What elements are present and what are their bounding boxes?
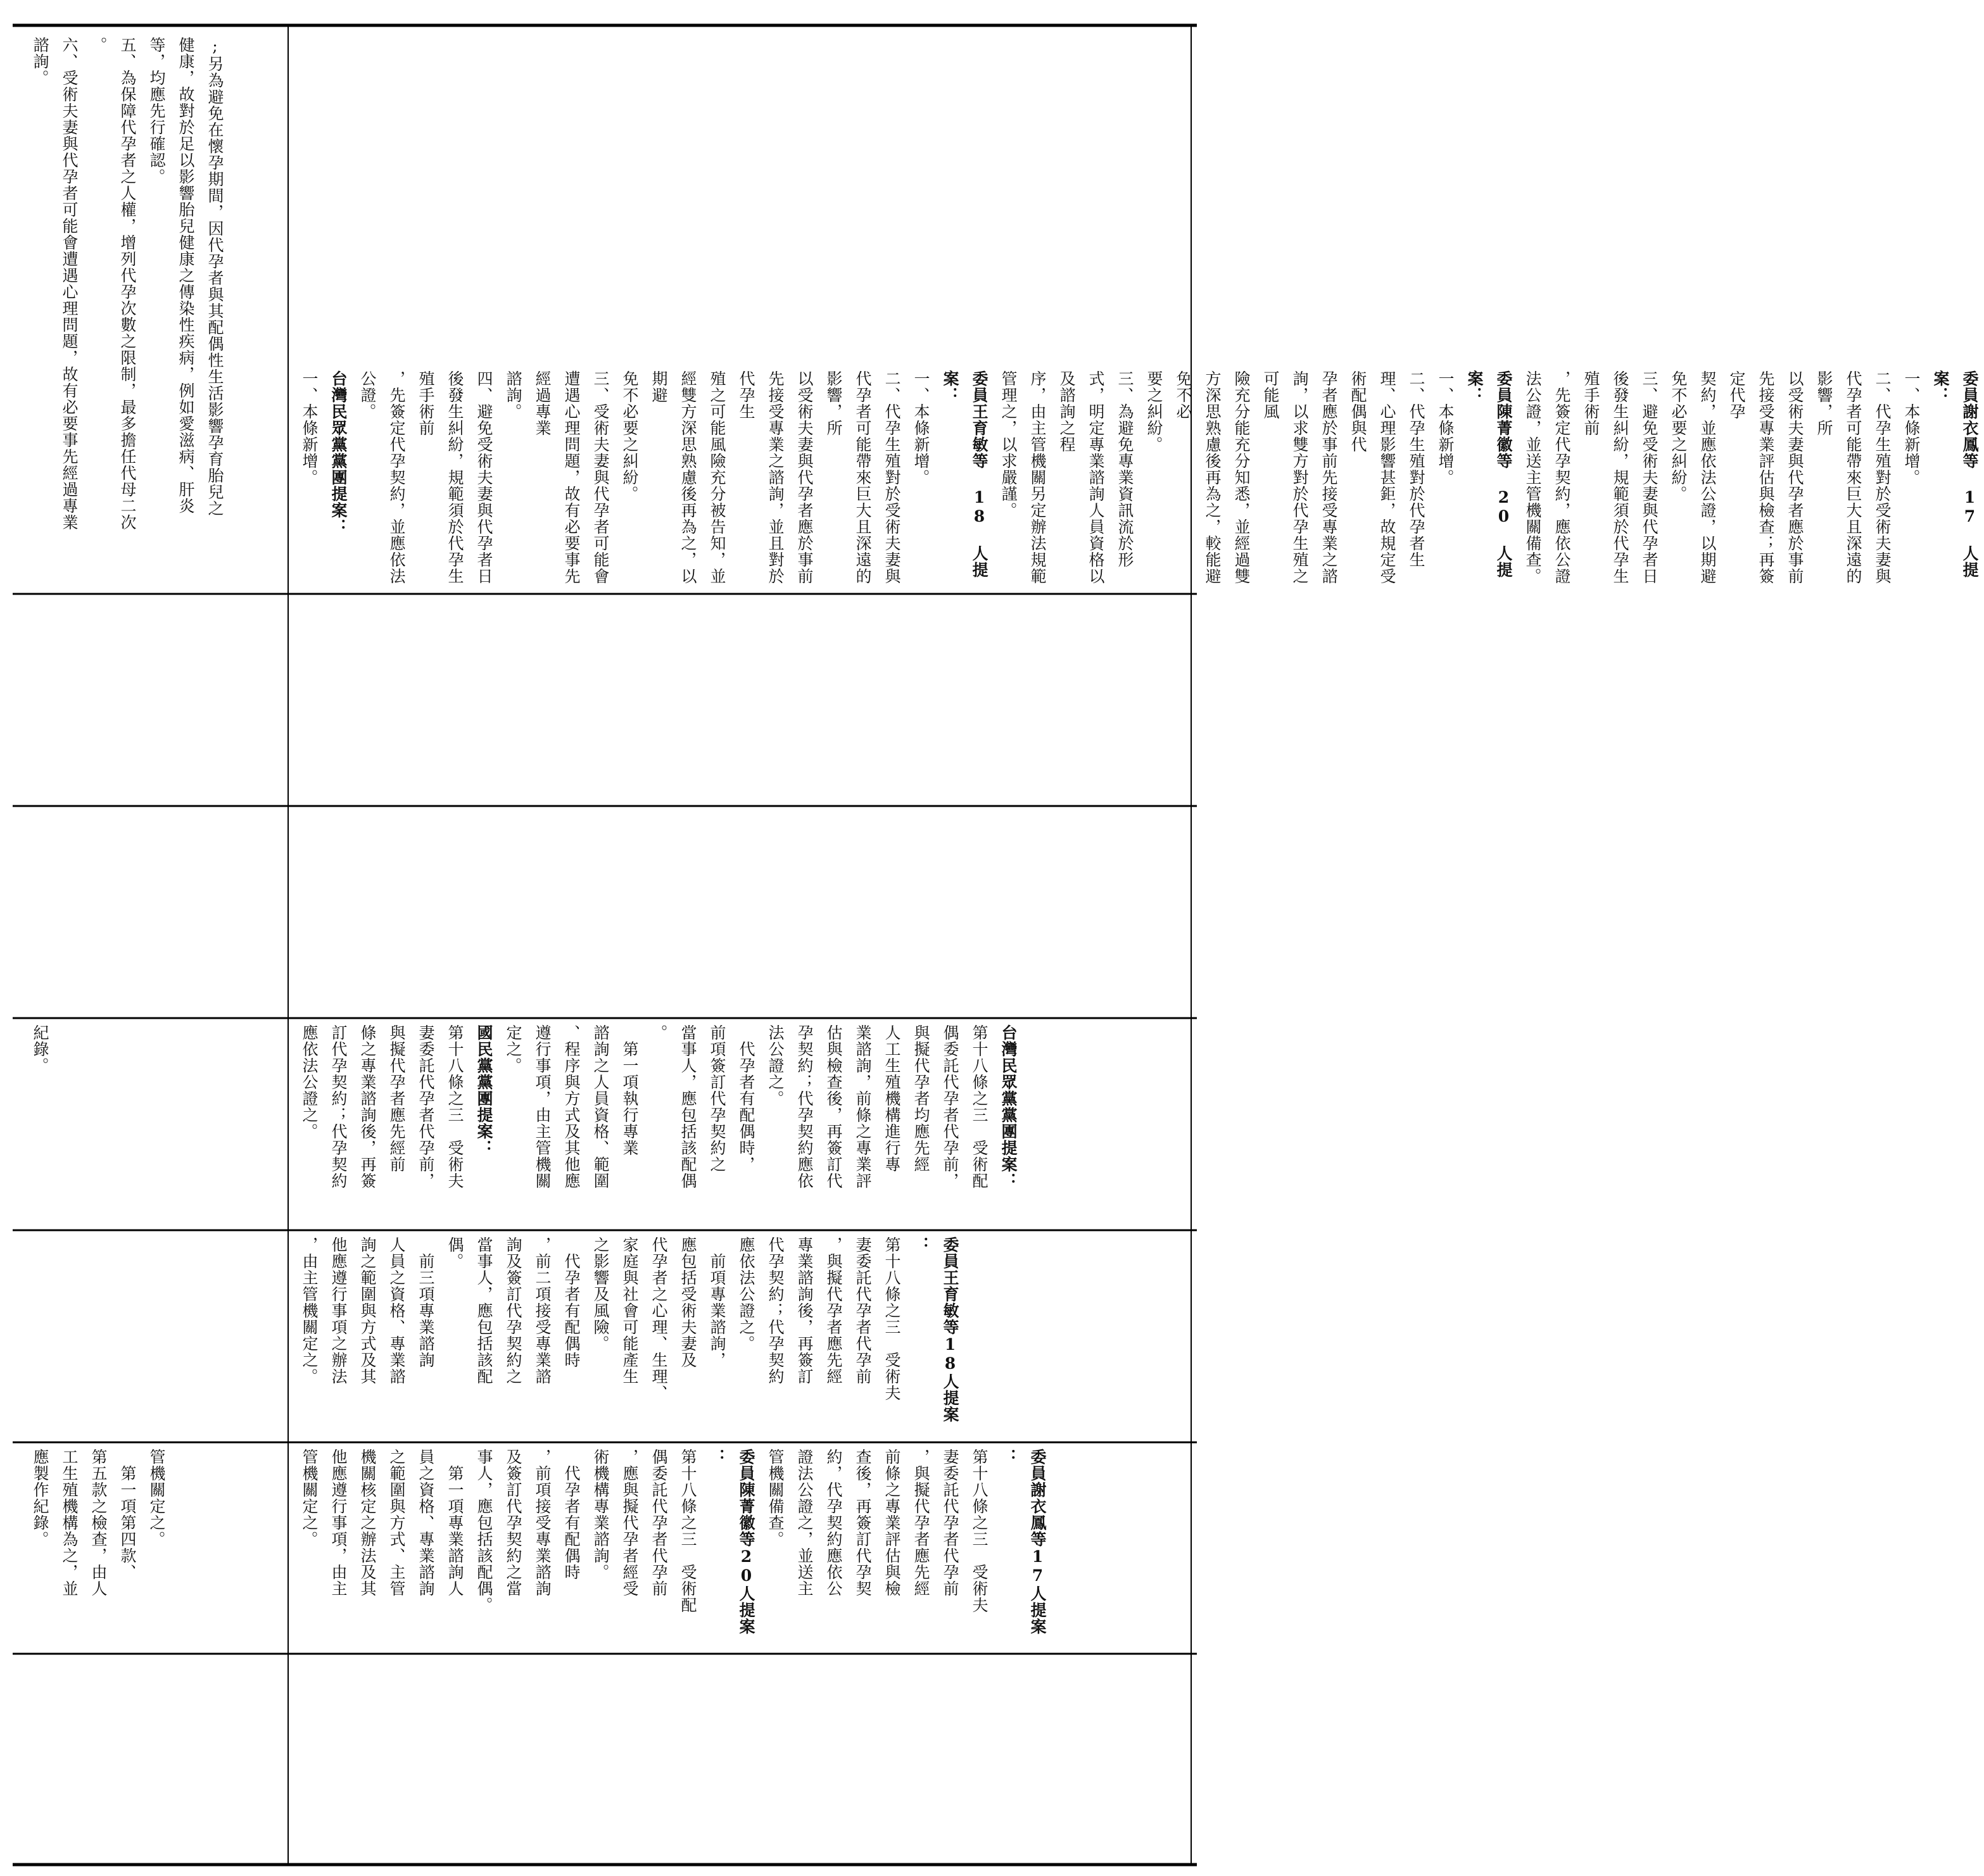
text-line: ;另為避免在懷孕期間，因代孕者與其配偶性生活影響孕育胎兒之 <box>206 37 224 517</box>
text-line: 管機關定之。 <box>148 1449 166 1547</box>
text-line: 遵行事項，由主管機關 <box>533 1024 552 1189</box>
text-line: 術機構專業諮詢。 <box>591 1449 610 1580</box>
text-line: 第十八條之三 受術夫 <box>446 1024 464 1189</box>
text-line: 六、受術夫妻與代孕者可能會遭遇心理問題，故有必要事先經過專業 <box>60 37 79 531</box>
text-line: 業諮詢，前條之專業評 <box>854 1024 872 1189</box>
text-line: 前項專業諮詢， <box>708 1237 726 1368</box>
text-line: 查後，再簽訂代孕契 <box>854 1449 872 1597</box>
section-heading: 委員謝衣鳳等17人提案 <box>1028 1449 1047 1635</box>
text-line: 妻委託代孕者代孕前， <box>417 1024 435 1189</box>
text-line: 當事人，應包括該配 <box>475 1237 493 1385</box>
text-line: 事人，應包括該配偶。 <box>475 1449 493 1613</box>
text-line: 工生殖機構為之，並 <box>60 1449 79 1597</box>
section-heading: 委員陳菁徽等 20 人提案： <box>1465 370 1513 578</box>
text-line: 人工生殖機構進行專 <box>883 1024 901 1173</box>
text-line: 諮詢。 <box>504 370 522 420</box>
text-line: 之影響及風險。 <box>591 1237 610 1352</box>
text-line: 殖之可能風險充分被告知，並經雙方深思熟慮後再為之，以期避 <box>650 370 726 584</box>
text-line: 四、避免受術夫妻與代孕者日後發生糾紛，規範須於代孕生殖手術前 <box>417 370 493 584</box>
text-line: 偶。 <box>446 1237 464 1269</box>
text-line: 二、代孕生殖對於代孕者生理、心理影響甚鉅，故規定受術配偶與代 <box>1349 370 1425 584</box>
text-line: 代孕者有配偶時 <box>562 1449 581 1580</box>
text-line: 應製作紀錄。 <box>31 1449 49 1547</box>
text-line: 第一項執行專業 <box>621 1024 639 1156</box>
text-line: 五、為保障代孕者之人權，增列代孕次數之限制，最多擔任代母二次 <box>118 37 137 531</box>
text-line: 契約，並應依法公證，以期避免不必要之糾紛。 <box>1669 370 1717 584</box>
proposal-column-left-top <box>25 1449 285 1650</box>
text-line: ，先簽定代孕契約，應依公證法公證，並送主管機關備查。 <box>1524 370 1571 584</box>
text-line: 以受術夫妻與代孕者應於事前先接受專業評估與檢查；再簽定代孕 <box>1728 370 1804 584</box>
text-line: 妻委託代孕者代孕前 <box>941 1449 959 1597</box>
text-line: 諮詢之人員資格、範圍 <box>591 1024 610 1189</box>
text-line: 紀錄。 <box>31 1024 49 1074</box>
text-line: 偶委託代孕者代孕前， <box>941 1024 959 1189</box>
explanation-text-block <box>25 37 229 588</box>
text-line: 一、本條新增。 <box>300 370 319 486</box>
text-line: 專業諮詢後，再簽訂 <box>795 1237 814 1385</box>
text-line: 孕者應於事前先接受專業之諮詢，以求雙方對於代孕生殖之可能風 <box>1261 370 1338 584</box>
text-line: 第五款之檢查，由人 <box>89 1449 108 1597</box>
text-line: ，先簽定代孕契約，並應依法公證。 <box>358 370 406 584</box>
text-line: 與擬代孕者均應先經 <box>912 1024 930 1173</box>
text-line: 第一項專業諮詢人 <box>446 1449 464 1597</box>
text-line: 三、避免受術夫妻與代孕者日後發生糾紛，規範須於代孕生殖手術前 <box>1582 370 1659 584</box>
section-heading-colon: ： <box>708 1449 726 1465</box>
text-line: 前項簽訂代孕契約之 <box>708 1024 726 1173</box>
text-line: 估與檢查後，再簽訂代 <box>825 1024 843 1189</box>
section-heading-colon: ： <box>999 1449 1018 1465</box>
proposal-text-block <box>294 1237 964 1439</box>
text-line: 詢之範圍與方式及其 <box>358 1237 377 1385</box>
section-heading: 台灣民眾黨黨團提案： <box>999 1024 1018 1189</box>
text-line: 法公證之。 <box>766 1024 785 1107</box>
text-line: 他應遵行事項之辦法 <box>329 1237 348 1385</box>
proposal-column-left <box>294 1449 1187 1650</box>
text-line: 人員之資格、專業諮 <box>388 1237 406 1385</box>
section-heading: 國民黨黨團提案： <box>475 1024 493 1156</box>
text-line: 險充分能充分知悉，並經過雙方深思熟慮後再為之，較能避免不必 <box>1174 370 1251 584</box>
text-line: 三、為避免專業資訊流於形式，明定專業諮詢人員資格以及諮詢之程 <box>1058 370 1134 584</box>
section-heading: 委員謝衣鳳等 17 人提案： <box>1931 370 1979 578</box>
text-line: 等，均應先行確認。 <box>148 37 166 185</box>
text-line: 免不必要之糾紛。 <box>621 370 639 502</box>
text-line: 第十八條之三 受術配 <box>679 1449 697 1613</box>
section-heading: 委員王育敏等18人提案 <box>941 1237 959 1423</box>
text-line: 健康，故對於足以影響胎兒健康之傳染性疾病，例如愛滋病、肝炎 <box>177 37 195 514</box>
proposal-column-middle-lower <box>294 1024 1187 1227</box>
proposal-text-block <box>25 1449 171 1650</box>
text-line: 代孕契約；代孕契約 <box>766 1237 785 1385</box>
proposal-text-block <box>294 1449 1052 1650</box>
text-line: 。 <box>89 37 108 53</box>
proposal-text-block <box>294 1024 1023 1227</box>
text-line: 代孕者有配偶時， <box>737 1024 755 1173</box>
explanation-text-block <box>294 370 1984 589</box>
text-line: 他應遵行事項，由主 <box>329 1449 348 1597</box>
explanation-column-top <box>25 37 285 588</box>
text-line: 機關核定之辦法及其 <box>358 1449 377 1597</box>
text-line: ，前項接受專業諮詢 <box>533 1449 552 1597</box>
text-line: 管機關定之。 <box>300 1449 319 1547</box>
text-line: 第十八條之三 受術配 <box>970 1024 989 1189</box>
text-line: ，由主管機關定之。 <box>300 1237 319 1385</box>
section-heading-colon: ： <box>912 1237 930 1253</box>
text-line: 應包括受術夫妻及 <box>679 1237 697 1368</box>
text-line: 家庭與社會可能產生 <box>621 1237 639 1385</box>
text-line: 代孕者有配偶時 <box>562 1237 581 1368</box>
text-line: 管機關備查。 <box>766 1449 785 1547</box>
text-line: 之範圍與方式、主管 <box>388 1449 406 1597</box>
text-line: 前條之專業評估與檢 <box>883 1449 901 1597</box>
text-line: 以受術夫妻與代孕者應於事前先接受專業之諮詢，並且對於代孕生 <box>737 370 814 584</box>
text-line: 諮詢。 <box>31 37 49 86</box>
text-line: 當事人，應包括該配偶 <box>679 1024 697 1189</box>
section-heading: 委員陳菁徽等20人提案 <box>737 1449 755 1635</box>
text-line: 妻委託代孕者代孕前 <box>854 1237 872 1385</box>
text-line: 、程序與方式及其他應 <box>562 1024 581 1189</box>
text-line: 二、代孕生殖對於受術夫妻與代孕者可能帶來巨大且深遠的影響，所 <box>1815 370 1892 584</box>
text-line: 序，由主管機關另定辦法規範管理之，以求嚴謹。 <box>999 370 1047 584</box>
explanation-column <box>294 370 1979 589</box>
text-line: ，應與擬代孕者經受 <box>621 1449 639 1597</box>
text-line: 第一項第四款、 <box>118 1449 137 1580</box>
text-line: ，前二項接受專業諮 <box>533 1237 552 1385</box>
text-line: ，與擬代孕者應先經 <box>825 1237 843 1385</box>
text-line: 應依法公證之。 <box>737 1237 755 1352</box>
text-line: 員之資格、專業諮詢 <box>417 1449 435 1597</box>
text-line: ，與擬代孕者應先經 <box>912 1449 930 1597</box>
section-heading: 台灣民眾黨黨團提案： <box>329 370 348 535</box>
proposal-text-block <box>25 1024 54 1227</box>
text-line: 與擬代孕者應先經前 <box>388 1024 406 1173</box>
text-line: 要之糾紛。 <box>1145 370 1163 453</box>
text-line: 一、本條新增。 <box>912 370 930 486</box>
text-line: 一、本條新增。 <box>1436 370 1455 486</box>
text-line: 約，代孕契約應依公 <box>825 1449 843 1597</box>
text-line: 偶委託代孕者代孕前 <box>650 1449 668 1597</box>
text-line: 第十八條之三 受術夫 <box>883 1237 901 1401</box>
text-line: 一、本條新增。 <box>1902 370 1921 486</box>
text-line: 代孕者之心理、生理、 <box>650 1237 668 1401</box>
text-line: 及簽訂代孕契約之當 <box>504 1449 522 1597</box>
text-line: 訂代孕契約；代孕契約 <box>329 1024 348 1189</box>
proposal-column-wang <box>294 1237 1187 1439</box>
text-line: 孕契約；代孕契約應依 <box>795 1024 814 1189</box>
text-line: 三、受術夫妻與代孕者可能會遭遇心理問題，故有必要事先經過專業 <box>533 370 610 584</box>
text-line: 前三項專業諮詢 <box>417 1237 435 1368</box>
text-line: 定之。 <box>504 1024 522 1074</box>
text-line: 。 <box>650 1024 668 1041</box>
text-line: 第十八條之三 受術夫 <box>970 1449 989 1613</box>
text-line: 證法公證之，並送主 <box>795 1449 814 1597</box>
section-heading: 委員王育敏等 18 人提案： <box>941 370 989 578</box>
text-line: 應依法公證之。 <box>300 1024 319 1140</box>
text-line: 二、代孕生殖對於受術夫妻與代孕者可能帶來巨大且深遠的影響，所 <box>825 370 901 584</box>
text-line: 詢及簽訂代孕契約之 <box>504 1237 522 1385</box>
text-line: 條之專業諮詢後，再簽 <box>358 1024 377 1189</box>
